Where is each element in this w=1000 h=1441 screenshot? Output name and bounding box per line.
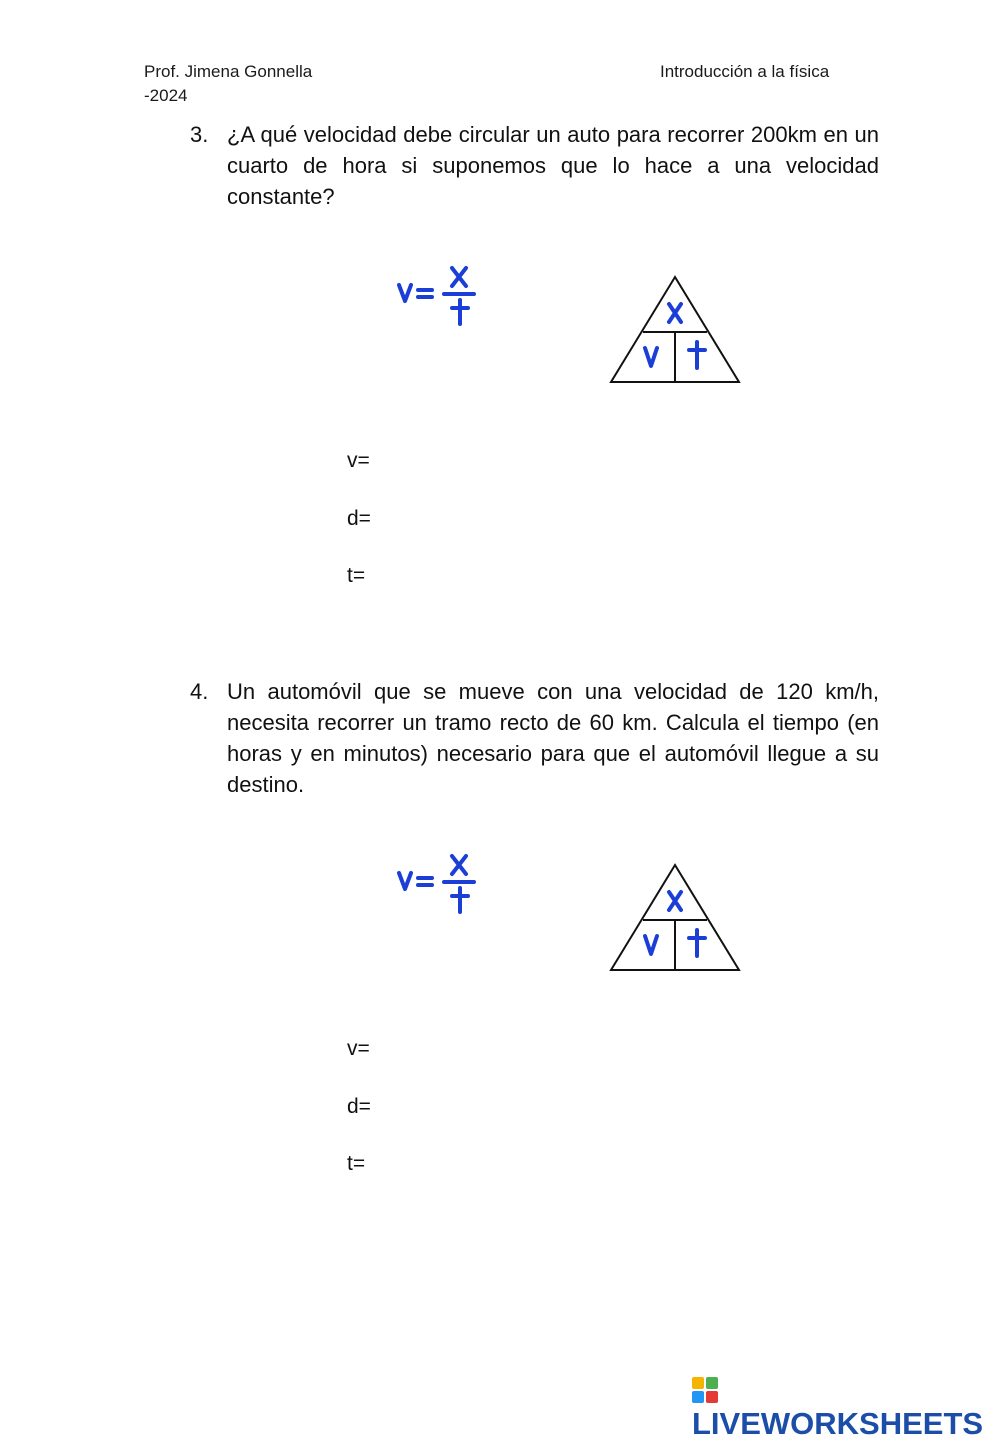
question-text: Un automóvil que se mueve con una velocidad de 120 km/h, necesita recorrer un tramo recto de 60 km. Calcula el tiempo (en horas y en minutos) necesario para que el automóvil llegue a su destino.: [227, 679, 879, 797]
answer-row-d: [347, 1094, 611, 1150]
liveworksheets-logo-icon: [692, 1377, 718, 1403]
answer-row-t: [347, 563, 611, 619]
question-number: 3.: [190, 122, 209, 147]
answer-label: v=: [347, 449, 370, 472]
answer-label: d=: [347, 1095, 371, 1118]
velocity-formula: [394, 262, 484, 330]
question-number: 4.: [190, 679, 209, 704]
velocity-formula: [394, 850, 484, 918]
year-label: -2024: [144, 86, 188, 105]
answer-row-v: [347, 448, 611, 504]
liveworksheets-logo[interactable]: [692, 1373, 1000, 1441]
formula-triangle: [608, 862, 742, 974]
time-answer-input[interactable]: [347, 589, 611, 619]
time-answer-input[interactable]: [347, 1177, 611, 1207]
answer-row-d: [347, 506, 611, 562]
distance-answer-input[interactable]: [347, 1120, 611, 1150]
distance-answer-input[interactable]: [347, 532, 611, 562]
answer-label: t=: [347, 564, 366, 587]
question-text: ¿A qué velocidad debe circular un auto para recorrer 200km en un cuarto de hora si suponemos que lo hace a una velocidad constante?: [227, 122, 879, 209]
answer-row-v: [347, 1036, 611, 1092]
logo-text: LIVEWORKSHEETS: [692, 1406, 984, 1441]
answer-label: t=: [347, 1152, 366, 1175]
formula-triangle: [608, 274, 742, 386]
subject-title: Introducción a la física: [660, 62, 830, 81]
answer-label: d=: [347, 507, 371, 530]
velocity-answer-input[interactable]: [347, 474, 611, 504]
velocity-answer-input[interactable]: [347, 1062, 611, 1092]
author-name: Prof. Jimena Gonnella: [144, 62, 313, 81]
answer-label: v=: [347, 1037, 370, 1060]
answer-row-t: [347, 1151, 611, 1207]
